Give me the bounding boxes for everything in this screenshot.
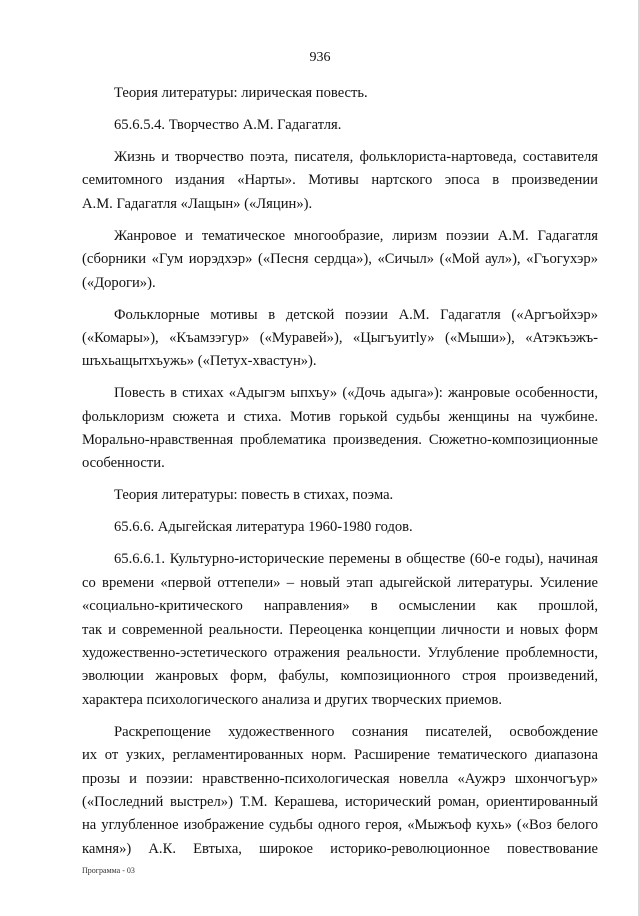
text-line: фольклоризм сюжета и стиха. Мотив горькой судьбы женщины на чужбине. bbox=[82, 408, 598, 425]
text-line: камня») А.К. Евтыха, широкое историко-революционное повествование bbox=[82, 840, 598, 857]
document-body bbox=[82, 82, 598, 861]
text-line: семитомного издания «Нарты». Мотивы нартского эпоса в произведении bbox=[82, 172, 598, 189]
text-line: эволюции жанровых форм, фабулы, композиционного строя произведений, bbox=[82, 668, 598, 685]
text-line: («Последний выстрел») Т.М. Керашева, исторический роман, ориентированный bbox=[82, 793, 598, 810]
text-line: Теория литературы: лирическая повесть. bbox=[114, 85, 368, 101]
text-line: прозы и поэзии: нравственно-психологическая новелла «Аужрэ шхончогъур» bbox=[82, 770, 598, 787]
text-line: «социально-критического направления» в осмыслении как прошлой, bbox=[82, 598, 598, 615]
text-line: на углубленное изображение судьбы одного героя, «Мыжъоф кухь» («Воз белого bbox=[82, 817, 598, 834]
text-line: 65.6.5.4. Творчество А.М. Гадагатля. bbox=[114, 116, 342, 133]
text-line: (сборники «Гум иорэдхэр» («Песня сердца»), «Сичыл» («Мой аул»), «Гъогухэр» bbox=[82, 251, 598, 268]
text-line: 65.6.6.1. Культурно-исторические перемены в обществе (60-е годы), начиная bbox=[114, 551, 598, 568]
page-footer: Программа - 03 bbox=[82, 866, 135, 875]
text-line: шъхьащытхъужь» («Петух-хвастун»). bbox=[82, 353, 317, 370]
text-line: А.М. Гадагатля «Лащын» («Ляцин»). bbox=[82, 195, 313, 212]
text-line: художественно-эстетического отражения реальности. Углубление проблемности, bbox=[82, 644, 598, 661]
text-line: особенности. bbox=[82, 455, 165, 472]
text-line: 65.6.6. Адыгейская литература 1960-1980 годов. bbox=[114, 519, 413, 536]
text-line: Морально-нравственная проблематика произведения. Сюжетно-композиционные bbox=[82, 432, 598, 449]
text-line: характера психологического анализа и других творческих приемов. bbox=[82, 691, 502, 708]
text-line: Раскрепощение художественного сознания писателей, освобождение bbox=[114, 723, 598, 740]
text-line: Теория литературы: повесть в стихах, поэма. bbox=[114, 487, 394, 504]
text-line: Жанровое и тематическое многообразие, лиризм поэзии А.М. Гадагатля bbox=[114, 227, 598, 244]
text-line: их от узких, регламентированных норм. Расширение тематического диапазона bbox=[82, 747, 598, 764]
text-line: со времени «первой оттепели» – новый этап адыгейской литературы. Усиление bbox=[82, 574, 598, 591]
text-line: так и современной реальности. Переоценка концепции личности и новых форм bbox=[82, 621, 598, 638]
text-line: Повесть в стихах «Адыгэм ыпхъу» («Дочь адыга»): жанровые особенности, bbox=[114, 385, 598, 402]
text-line: Фольклорные мотивы в детской поэзии А.М. Гадагатля («Аргъойхэр» bbox=[114, 306, 598, 323]
page-number: 936 bbox=[309, 50, 331, 65]
text-line: («Комары»), «Къамзэгур» («Муравей»), «Цыгъуитlу» («Мыши»), «Атэкъэжъ- bbox=[82, 329, 598, 346]
text-line: Жизнь и творчество поэта, писателя, фольклориста-нартоведа, составителя bbox=[114, 148, 598, 165]
text-line: («Дороги»). bbox=[82, 274, 156, 291]
